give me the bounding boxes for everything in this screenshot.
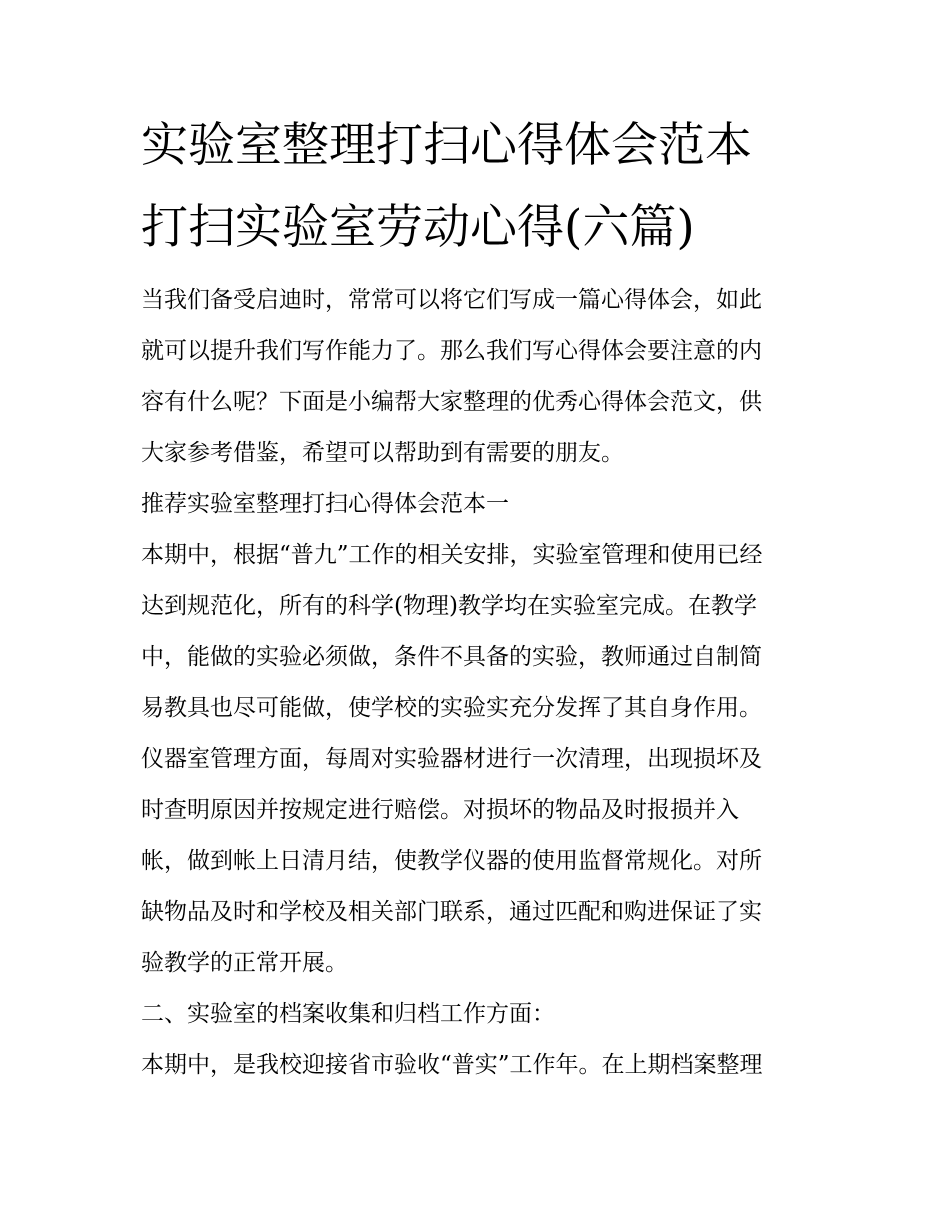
section-heading-2: 二、实验室的档案收集和归档工作方面： (141, 1001, 555, 1027)
section-heading-1: 推荐实验室整理打扫心得体会范本一 (141, 491, 509, 517)
body-line-1: 本期中，根据“普九”工作的相关安排，实验室管理和使用已经 (141, 542, 763, 568)
body-line-3: 中，能做的实验必须做，条件不具备的实验，教师通过自制简 (141, 644, 762, 670)
intro-line-2: 就可以提升我们写作能力了。那么我们写心得体会要注意的内 (141, 338, 762, 364)
body-line-6: 时查明原因并按规定进行赔偿。对损坏的物品及时报损并入 (141, 797, 739, 823)
document-title-line-1: 实验室整理打扫心得体会范本 (141, 118, 752, 173)
body-line-8: 缺物品及时和学校及相关部门联系，通过匹配和购进保证了实 (141, 899, 762, 925)
body-line-9: 验教学的正常开展。 (141, 950, 348, 976)
body-line-4: 易教具也尽可能做，使学校的实验实充分发挥了其自身作用。 (141, 695, 762, 721)
body-line-5: 仪器室管理方面，每周对实验器材进行一次清理，出现损坏及 (141, 746, 762, 772)
intro-line-4: 大家参考借鉴，希望可以帮助到有需要的朋友。 (141, 440, 624, 466)
body-line-10: 本期中，是我校迎接省市验收“普实”工作年。在上期档案整理 (141, 1052, 763, 1078)
intro-line-3: 容有什么呢？下面是小编帮大家整理的优秀心得体会范文，供 (141, 389, 762, 415)
body-line-2: 达到规范化，所有的科学(物理)教学均在实验室完成。在教学 (141, 593, 757, 619)
document-title-line-2: 打扫实验室劳动心得(六篇) (141, 200, 695, 255)
intro-line-1: 当我们备受启迪时，常常可以将它们写成一篇心得体会，如此 (141, 287, 762, 313)
body-line-7: 帐，做到帐上日清月结，使教学仪器的使用监督常规化。对所 (141, 848, 762, 874)
